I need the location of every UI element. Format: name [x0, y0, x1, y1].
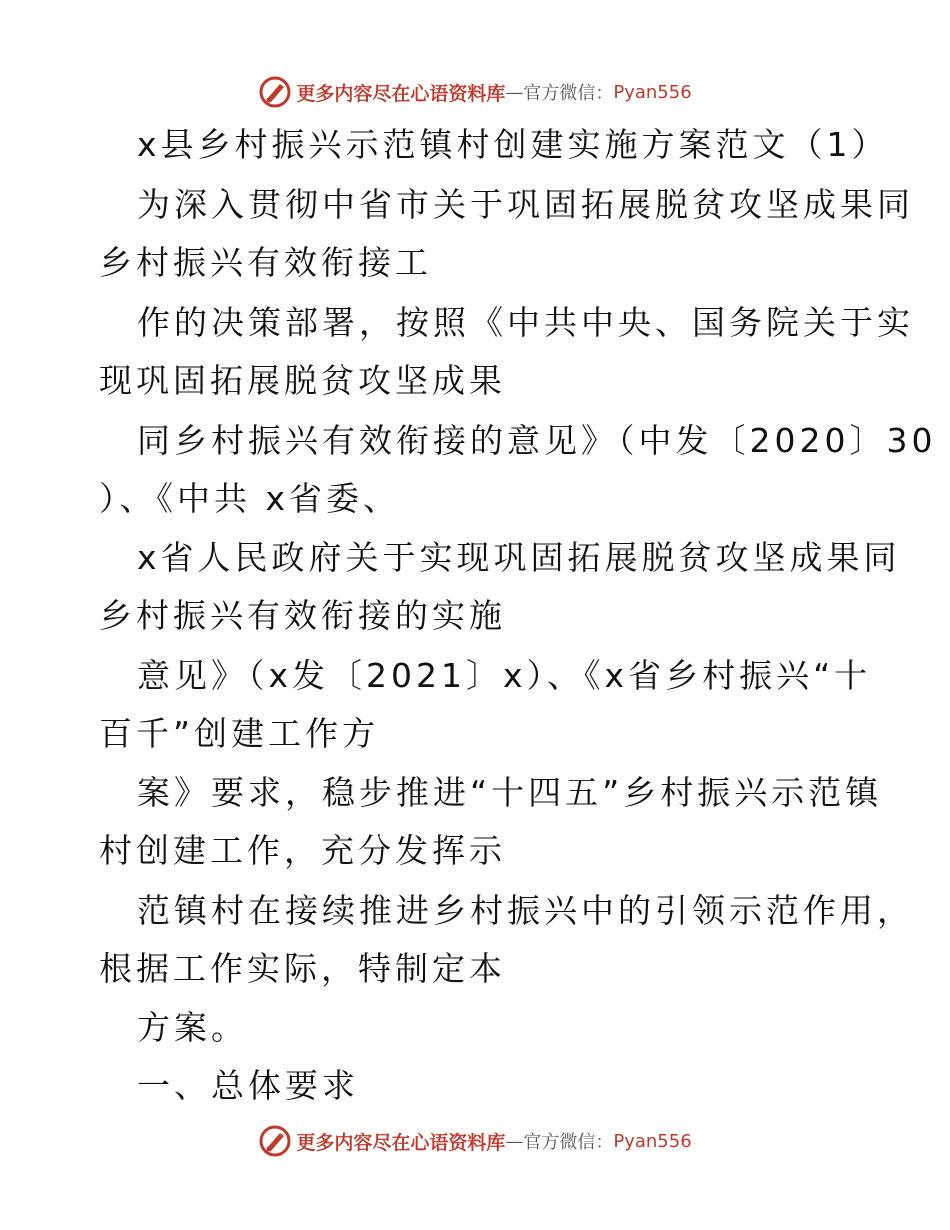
doc-line: 乡村振兴有效衔接的实施 [99, 596, 506, 635]
doc-line: 方案。 [137, 1008, 248, 1047]
watermark-title: 更多内容尽在心语资料库 [296, 82, 506, 105]
doc-line: x省人民政府关于实现巩固拓展脱贫攻坚成果同 [137, 538, 901, 577]
doc-line: 作的决策部署，按照《中共中央、国务院关于实 [137, 303, 914, 342]
watermark-id: Pyan556 [613, 81, 692, 103]
header-watermark [0, 72, 950, 112]
section-heading: 一、总体要求 [137, 1066, 359, 1105]
doc-line: ）、《中共 x省委、 [99, 479, 401, 518]
doc-line: 为深入贯彻中省市关于巩固拓展脱贫攻坚成果同 [137, 185, 914, 224]
doc-line: 案》要求，稳步推进“十四五”乡村振兴示范镇 [137, 773, 883, 812]
watermark-dash: — [505, 1130, 524, 1152]
watermark-label: 官方微信： [523, 1132, 614, 1153]
doc-line: 村创建工作，充分发挥示 [99, 831, 506, 870]
doc-line: 范镇村在接续推进乡村振兴中的引领示范作用， [137, 891, 914, 930]
doc-line: 现巩固拓展脱贫攻坚成果 [99, 361, 506, 400]
doc-title: x县乡村振兴示范镇村创建实施方案范文（1） [137, 125, 889, 164]
watermark-title: 更多内容尽在心语资料库 [296, 1131, 506, 1154]
doc-line: 根据工作实际，特制定本 [99, 949, 506, 988]
watermark-label: 官方微信： [523, 83, 614, 104]
footer-watermark [0, 1121, 950, 1161]
doc-line: 同乡村振兴有效衔接的意见》（中发〔2020〕30 [137, 421, 937, 460]
doc-line: 乡村振兴有效衔接工 [99, 243, 432, 282]
watermark-dash: — [505, 81, 524, 103]
pen-seal-icon [258, 1124, 292, 1158]
doc-line: 意见》（x发〔2021〕x）、《x省乡村振兴“十 [137, 656, 872, 695]
pen-seal-icon [258, 75, 292, 109]
watermark-id: Pyan556 [613, 1130, 692, 1152]
doc-line: 百千”创建工作方 [99, 714, 380, 753]
